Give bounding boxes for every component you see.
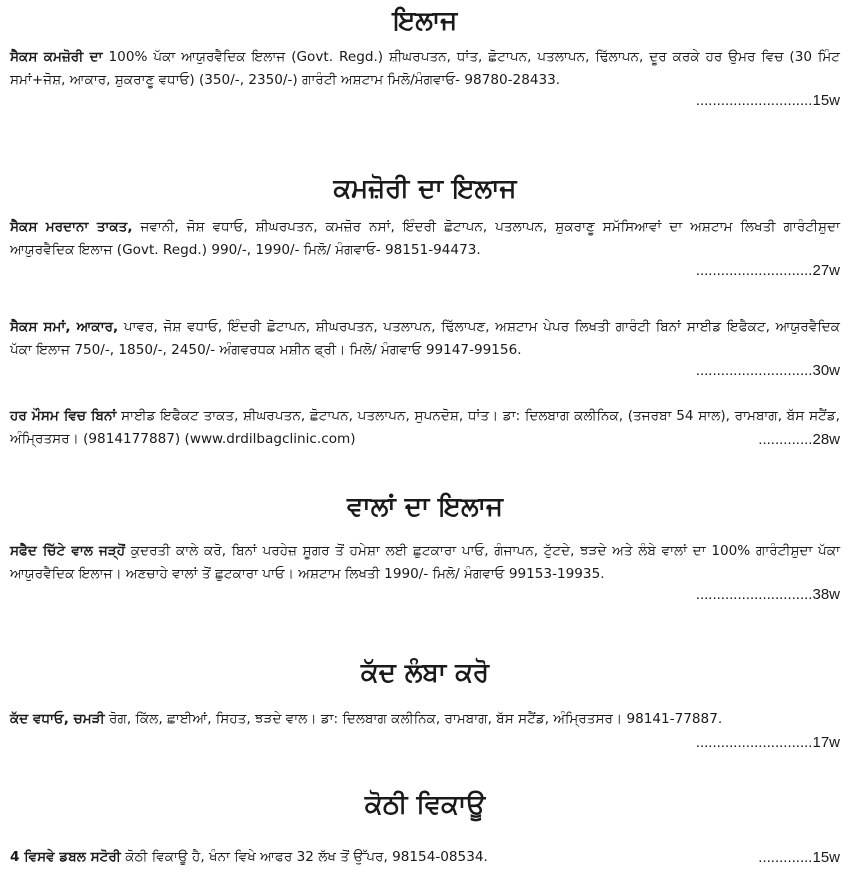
- ad-lead: ਕੱਦ ਵਧਾਓ, ਚਮੜੀ: [10, 711, 105, 727]
- ad-code: ............................15w: [695, 92, 840, 109]
- section-heading-house-for-sale: ਕੋਠੀ ਵਿਕਾਊ: [364, 790, 486, 820]
- ad-body: ਕੁਦਰਤੀ ਕਾਲੇ ਕਰੋ, ਬਿਨਾਂ ਪਰਹੇਜ਼ ਸ਼ੂਗਰ ਤੋਂ ਹਮੇਸ਼ਾ ਲਈ ਛੁਟਕਾਰਾ ਪਾਓ, ਗੰਜਾਪਨ, ਟੁੱਟਦੇ, ਝੜਦੇ ਅਤੇ ਲੰਬੇ ਵਾਲਾਂ ਦਾ 100% ਗਾਰੰਟੀਸ਼ੁਦਾ ਪੱਕਾ ਆਯੁਰਵੈਦਿਕ ਇਲਾਜ। ਅਣਚਾਹੇ ਵਾਲਾਂ ਤੋਂ ਛੁਟਕਾਰਾ ਪਾਓ। ਅਸ਼ਟਾਮ ਲਿਖਤੀ 1990/- ਮਿਲੋ/ ਮੰਗਵਾਓ 99153-19935.: [10, 543, 840, 582]
- ad-listing: [10, 405, 840, 451]
- ad-code: ............................38w: [695, 586, 840, 603]
- ad-body: 100% ਪੱਕਾ ਆਯੁਰਵੈਦਿਕ ਇਲਾਜ (Govt. Regd.) ਸ਼ੀਘਰਪਤਨ, ਧਾਂਤ, ਛੋਟਾਪਨ, ਪਤਲਾਪਨ, ਢਿੱਲਾਪਨ, ਦੂਰ ਕਰਕੇ ਹਰ ਉਮਰ ਵਿਚ (30 ਮਿੰਟ ਸਮਾਂ+ਜੋਸ਼, ਆਕਾਰ, ਸ਼ੁਕਰਾਣੂ ਵਧਾਓ) (350/-, 2350/-) ਗਾਰੰਟੀ ਅਸ਼ਟਾਮ ਮਿਲੋ/ਮੰਗਵਾਓ- 98780-28433.: [10, 49, 841, 88]
- ad-lead: ਸੈਕਸ ਮਰਦਾਨਾ ਤਾਕਤ,: [10, 219, 133, 235]
- ad-listing: [10, 540, 840, 604]
- ad-lead: ਸਫੈਦ ਚਿੱਟੇ ਵਾਲ ਜੜ੍ਹੋਂ: [10, 543, 126, 559]
- ad-lead: ਹਰ ਮੌਸਮ ਵਿਚ ਬਿਨਾਂ: [10, 408, 117, 424]
- ad-listing: [10, 846, 840, 869]
- ad-listing: [10, 216, 840, 280]
- ad-code: ............................17w: [695, 734, 840, 751]
- ad-body: ਪਾਵਰ, ਜੋਸ਼ ਵਧਾਓ, ਇੰਦਰੀ ਛੋਟਾਪਨ, ਸ਼ੀਘਰਪਤਨ, ਪਤਲਾਪਨ, ਢਿੱਲਾਪਣ, ਅਸ਼ਟਾਮ ਪੇਪਰ ਲਿਖਤੀ ਗਾਰੰਟੀ ਬਿਨਾਂ ਸਾਈਡ ਇਫੈਕਟ, ਆਯੁਰਵੈਦਿਕ ਪੱਕਾ ਇਲਾਜ 750/-, 1850/-, 2450/- ਅੰਗਵਰਧਕ ਮਸ਼ੀਨ ਫ੍ਰੀ। ਮਿਲੋ/ ਮੰਗਵਾਓ 99147-99156.: [10, 319, 840, 358]
- ad-body: ਜਵਾਨੀ, ਜੋਸ਼ ਵਧਾਓ, ਸ਼ੀਘਰਪਤਨ, ਕਮਜ਼ੋਰ ਨਸਾਂ, ਇੰਦਰੀ ਛੋਟਾਪਨ, ਪਤਲਾਪਨ, ਸ਼ੁਕਰਾਣੂ ਸਮੱਸਿਆਵਾਂ ਦਾ ਅਸ਼ਟਾਮ ਲਿਖਤੀ ਗਾਰੰਟੀਸ਼ੁਦਾ ਆਯੁਰਵੈਦਿਕ ਇਲਾਜ (Govt. Regd.) 990/-, 1990/- ਮਿਲੋ/ ਮੰਗਵਾਓ- 98151-94473.: [10, 219, 840, 258]
- section-heading-hair-treatment: ਵਾਲਾਂ ਦਾ ਇਲਾਜ: [347, 492, 503, 522]
- ad-lead: ਸੈਕਸ ਸਮਾਂ, ਆਕਾਰ,: [10, 319, 119, 335]
- section-heading-weakness-treatment: ਕਮਜ਼ੋਰੀ ਦਾ ਇਲਾਜ: [333, 174, 517, 204]
- ad-listing: [10, 316, 840, 380]
- ad-listing: [10, 708, 840, 754]
- ad-code: .............15w: [758, 849, 840, 866]
- ad-lead: ਸੈਕਸ ਕਮਜ਼ੋਰੀ ਦਾ: [10, 49, 103, 65]
- section-heading-increase-height: ਕੱਦ ਲੰਬਾ ਕਰੋ: [360, 658, 490, 688]
- ad-body: ਸਾਈਡ ਇਫੈਕਟ ਤਾਕਤ, ਸ਼ੀਘਰਪਤਨ, ਛੋਟਾਪਨ, ਪਤਲਾਪਨ, ਸੁਪਨਦੋਸ਼, ਧਾਂਤ। ਡਾ: ਦਿਲਬਾਗ ਕਲੀਨਿਕ, (ਤਜਰਬਾ 54 ਸਾਲ), ਰਾਮਬਾਗ, ਬੱਸ ਸਟੈਂਡ, ਅੰਮ੍ਰਿਤਸਰ। (9814177887) (www.drdilbagclinic.com): [10, 408, 840, 447]
- ad-code: ............................30w: [695, 362, 840, 379]
- ad-listing: [10, 46, 840, 110]
- ad-body: ਕੋਠੀ ਵਿਕਾਊ ਹੈ, ਖੰਨਾ ਵਿਖੇ ਆਫਰ 32 ਲੱਖ ਤੋਂ ਉੱਪਰ, 98154-08534.: [120, 849, 488, 865]
- ad-body: ਰੋਗ, ਕਿੱਲ, ਛਾਈਆਂ, ਸਿਹਤ, ਝੜਦੇ ਵਾਲ। ਡਾ: ਦਿਲਬਾਗ ਕਲੀਨਿਕ, ਰਾਮਬਾਗ, ਬੱਸ ਸਟੈਂਡ, ਅੰਮ੍ਰਿਤਸਰ। 98141-77887.: [104, 711, 723, 727]
- section-heading-treatment: ਇਲਾਜ: [392, 6, 458, 36]
- ad-code: ............................27w: [695, 262, 840, 279]
- ad-lead: 4 ਵਿਸਵੇ ਡਬਲ ਸਟੋਰੀ: [10, 849, 121, 865]
- ad-code: .............28w: [758, 431, 840, 448]
